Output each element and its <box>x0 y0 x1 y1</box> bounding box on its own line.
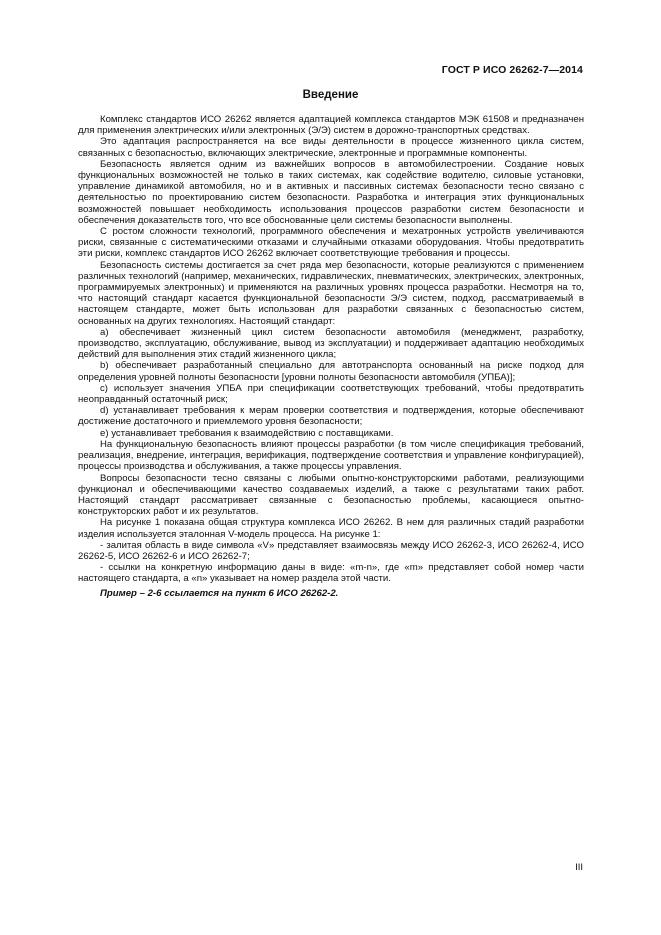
document-body <box>78 114 584 599</box>
paragraph: Безопасность является одним из важнейших вопросов в автомобилестроении. Создание новых функциональных возможностей не только в таких системах, как содействие водителю, силовые установки, управление динамикой автомобиля, но и в активных и пассивных системах безопасности тесно связано с деятельностью по проектированию систем безопасности. Разработка и интеграция этих функциональных возможностей повышает необходимость использования процессов разработки систем безопасности и обеспечения доказательств того, что все обоснованные цели системы безопасности выполнены. <box>78 158 584 226</box>
paragraph: Безопасность системы достигается за счет ряда мер безопасности, которые реализуются с применением различных технологий (например, механических, гидравлических, пневматических, электрических, электронных, программируемых электронных) и применяются на различных уровнях процесса разработки. Несмотря на то, что настоящий стандарт касается функциональной безопасности Э/Э систем, подход, рассматриваемый в настоящем стандарте, может быть использован для разработки связанных с безопасностью систем, основанных на других технологиях. Настоящий стандарт: <box>78 259 584 327</box>
list-item: c) использует значения УПБА при спецификации соответствующих требований, чтобы предотвратить неоправданный остаточный риск; <box>78 382 584 406</box>
list-item: - ссылки на конкретную информацию даны в виде: «m-n», где «m» представляет собой номер части настоящего стандарта, а «n» указывает на номер раздела этой части. <box>78 562 584 585</box>
paragraph: С ростом сложности технологий, программного обеспечения и мехатронных устройств увеличиваются риски, связанные с систематическими отказами и случайными отказами оборудования. Чтобы предотвратить эти риски, комплекс стандартов ИСО 26262 включает соответствующие требования и процессы. <box>78 226 584 260</box>
paragraph: На рисунке 1 показана общая структура комплекса ИСО 26262. В нем для различных стадий разработки изделия используется эталонная V-модель процесса. На рисунке 1: <box>78 517 584 540</box>
paragraph: Вопросы безопасности тесно связаны с любыми опытно-конструкторскими работами, реализующими функционал и обеспечивающими качество создаваемых изделий, а также с результатами таких работ. Настоящий стандарт рассматривает связанные с безопасностью проблемы, касающиеся опытно-конструкторских работ и их результатов. <box>78 472 584 518</box>
standard-code-header: ГОСТ Р ИСО 26262-7—2014 <box>441 64 583 76</box>
list-item: - залитая область в виде символа «V» представляет взаимосвязь между ИСО 26262-3, ИСО 26262-4, ИСО 26262-5, ИСО 26262-6 и ИСО 26262-7; <box>78 539 584 562</box>
list-item: e) устанавливает требования к взаимодействию с поставщиками. <box>100 427 394 439</box>
section-title: Введение <box>302 89 359 101</box>
paragraph: Это адаптация распространяется на все виды деятельности в процессе жизненного цикла систем, связанных с безопасностью, включающих электрические, электронные и программные компоненты. <box>78 136 584 159</box>
example-note: Пример – 2-6 ссылается на пункт 6 ИСО 26262-2. <box>100 587 339 599</box>
list-item: b) обеспечивает разработанный специально для автотранспорта основанный на риске подход для определения уровней полноты безопасности [уровни полноты безопасности автомобиля (УПБА)]; <box>78 360 584 383</box>
paragraph: На функциональную безопасность влияют процессы разработки (в том числе спецификация требований, реализация, внедрение, интеграция, верификация, подтверждение соответствия и управление конфигурацией), процессы производства и обслуживания, а также процессы управления. <box>78 438 584 473</box>
list-item: d) устанавливает требования к мерам проверки соответствия и подтверждения, которые обеспечивают достижение достаточного и приемлемого уровня безопасности; <box>78 405 584 428</box>
list-item: a) обеспечивает жизненный цикл систем безопасности автомобиля (менеджмент, разработку, производство, эксплуатацию, обслуживание, вывод из эксплуатации) и поддерживает адаптацию необходимых действий для выполнения этих стадий жизненного цикла; <box>78 326 584 361</box>
page-number: III <box>575 862 583 873</box>
paragraph: Комплекс стандартов ИСО 26262 является адаптацией комплекса стандартов МЭК 61508 и предназначен для применения электрических и/или электронных (Э/Э) систем в дорожно-транспортных средствах. <box>78 114 584 137</box>
